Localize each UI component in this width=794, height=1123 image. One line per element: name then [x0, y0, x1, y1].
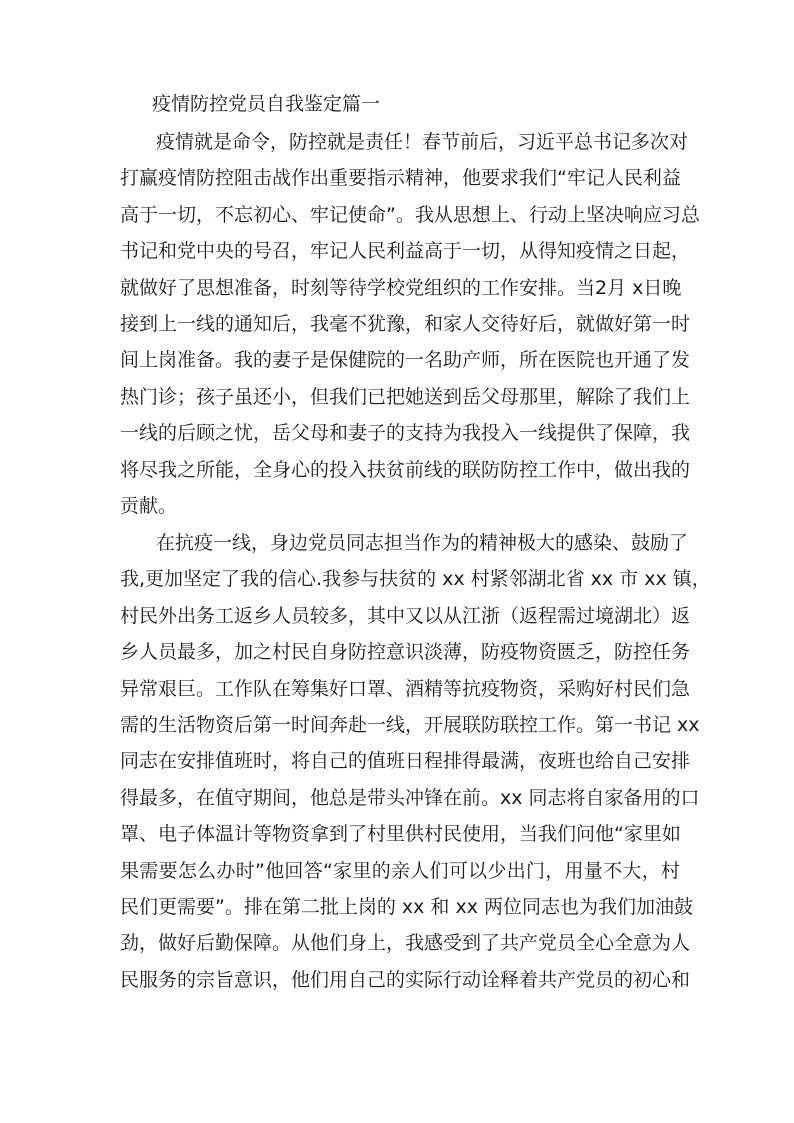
text-line: 劲，做好后勤保障。从他们身上，我感受到了共产党员全心全意为人: [120, 932, 691, 955]
document-title: 疫情防控党员自我鉴定篇一: [152, 93, 381, 115]
text-line: 果需要怎么办时”他回答“家里的亲人们可以少出门，用量不大，村: [120, 859, 680, 882]
text-line: 接到上一线的通知后，我毫不犹豫，和家人交待好后，就做好第一时: [120, 312, 691, 335]
text-line: 乡人员最多，加之村民自身防控意识淡薄，防疫物资匮乏，防控任务: [120, 641, 691, 664]
text-line: 民们更需要”。排在第二批上岗的 xx 和 xx 两位同志也为我们加油鼓: [120, 895, 693, 918]
text-line: 疫情就是命令，防控就是责任！春节前后，习近平总书记多次对: [156, 131, 689, 153]
text-line: 村民外出务工返乡人员较多，其中又以从江浙（返程需过境湖北）返: [120, 604, 691, 627]
text-line: 同志在安排值班时，将自己的值班日程排得最满，夜班也给自己安排: [120, 750, 691, 773]
text-line: 民服务的宗旨意识，他们用自己的实际行动诠释着共产党员的初心和: [120, 968, 691, 991]
paragraph-2: [120, 525, 711, 998]
text-line: 需的生活物资后第一时间奔赴一线，开展联防联控工作。第一书记 xx: [120, 713, 700, 736]
text-line: 热门诊；孩子虽还小，但我们已把她送到岳父母那里，解除了我们上: [120, 385, 691, 408]
text-line: 在抗疫一线，身边党员同志担当作为的精神极大的感染、鼓励了: [156, 532, 689, 554]
text-line: 贡献。: [120, 494, 178, 517]
text-line: 打赢疫情防控阻击战作出重要指示精神，他要求我们“牢记人民利益: [120, 167, 681, 190]
text-line: 得最多，在值守期间，他总是带头冲锋在前。xx 同志将自家备用的口: [120, 786, 700, 809]
text-line: 将尽我之所能，全身心的投入扶贫前线的联防防控工作中，做出我的: [120, 458, 691, 481]
paragraph-1: [120, 124, 700, 524]
text-line: 异常艰巨。工作队在筹集好口罩、酒精等抗疫物资，采购好村民们急: [120, 677, 691, 700]
text-line: 一线的后顾之忧，岳父母和妻子的支持为我投入一线提供了保障，我: [120, 422, 691, 445]
text-line: 书记和党中央的号召，牢记人民利益高于一切，从得知疫情之日起，: [120, 240, 691, 263]
text-line: 我,更加坚定了我的信心.我参与扶贫的 xx 村紧邻湖北省 xx 市 xx 镇，: [120, 568, 711, 591]
text-line: 高于一切，不忘初心、牢记使命”。我从思想上、行动上坚决响应习总: [120, 203, 700, 226]
text-line: 间上岗准备。我的妻子是保健院的一名助产师，所在医院也开通了发: [120, 349, 691, 372]
text-line: 就做好了思想准备，时刻等待学校党组织的工作安排。当2月 x日晚: [120, 276, 682, 299]
text-line: 罩、电子体温计等物资拿到了村里供村民使用，当我们问他“家里如: [120, 823, 681, 846]
